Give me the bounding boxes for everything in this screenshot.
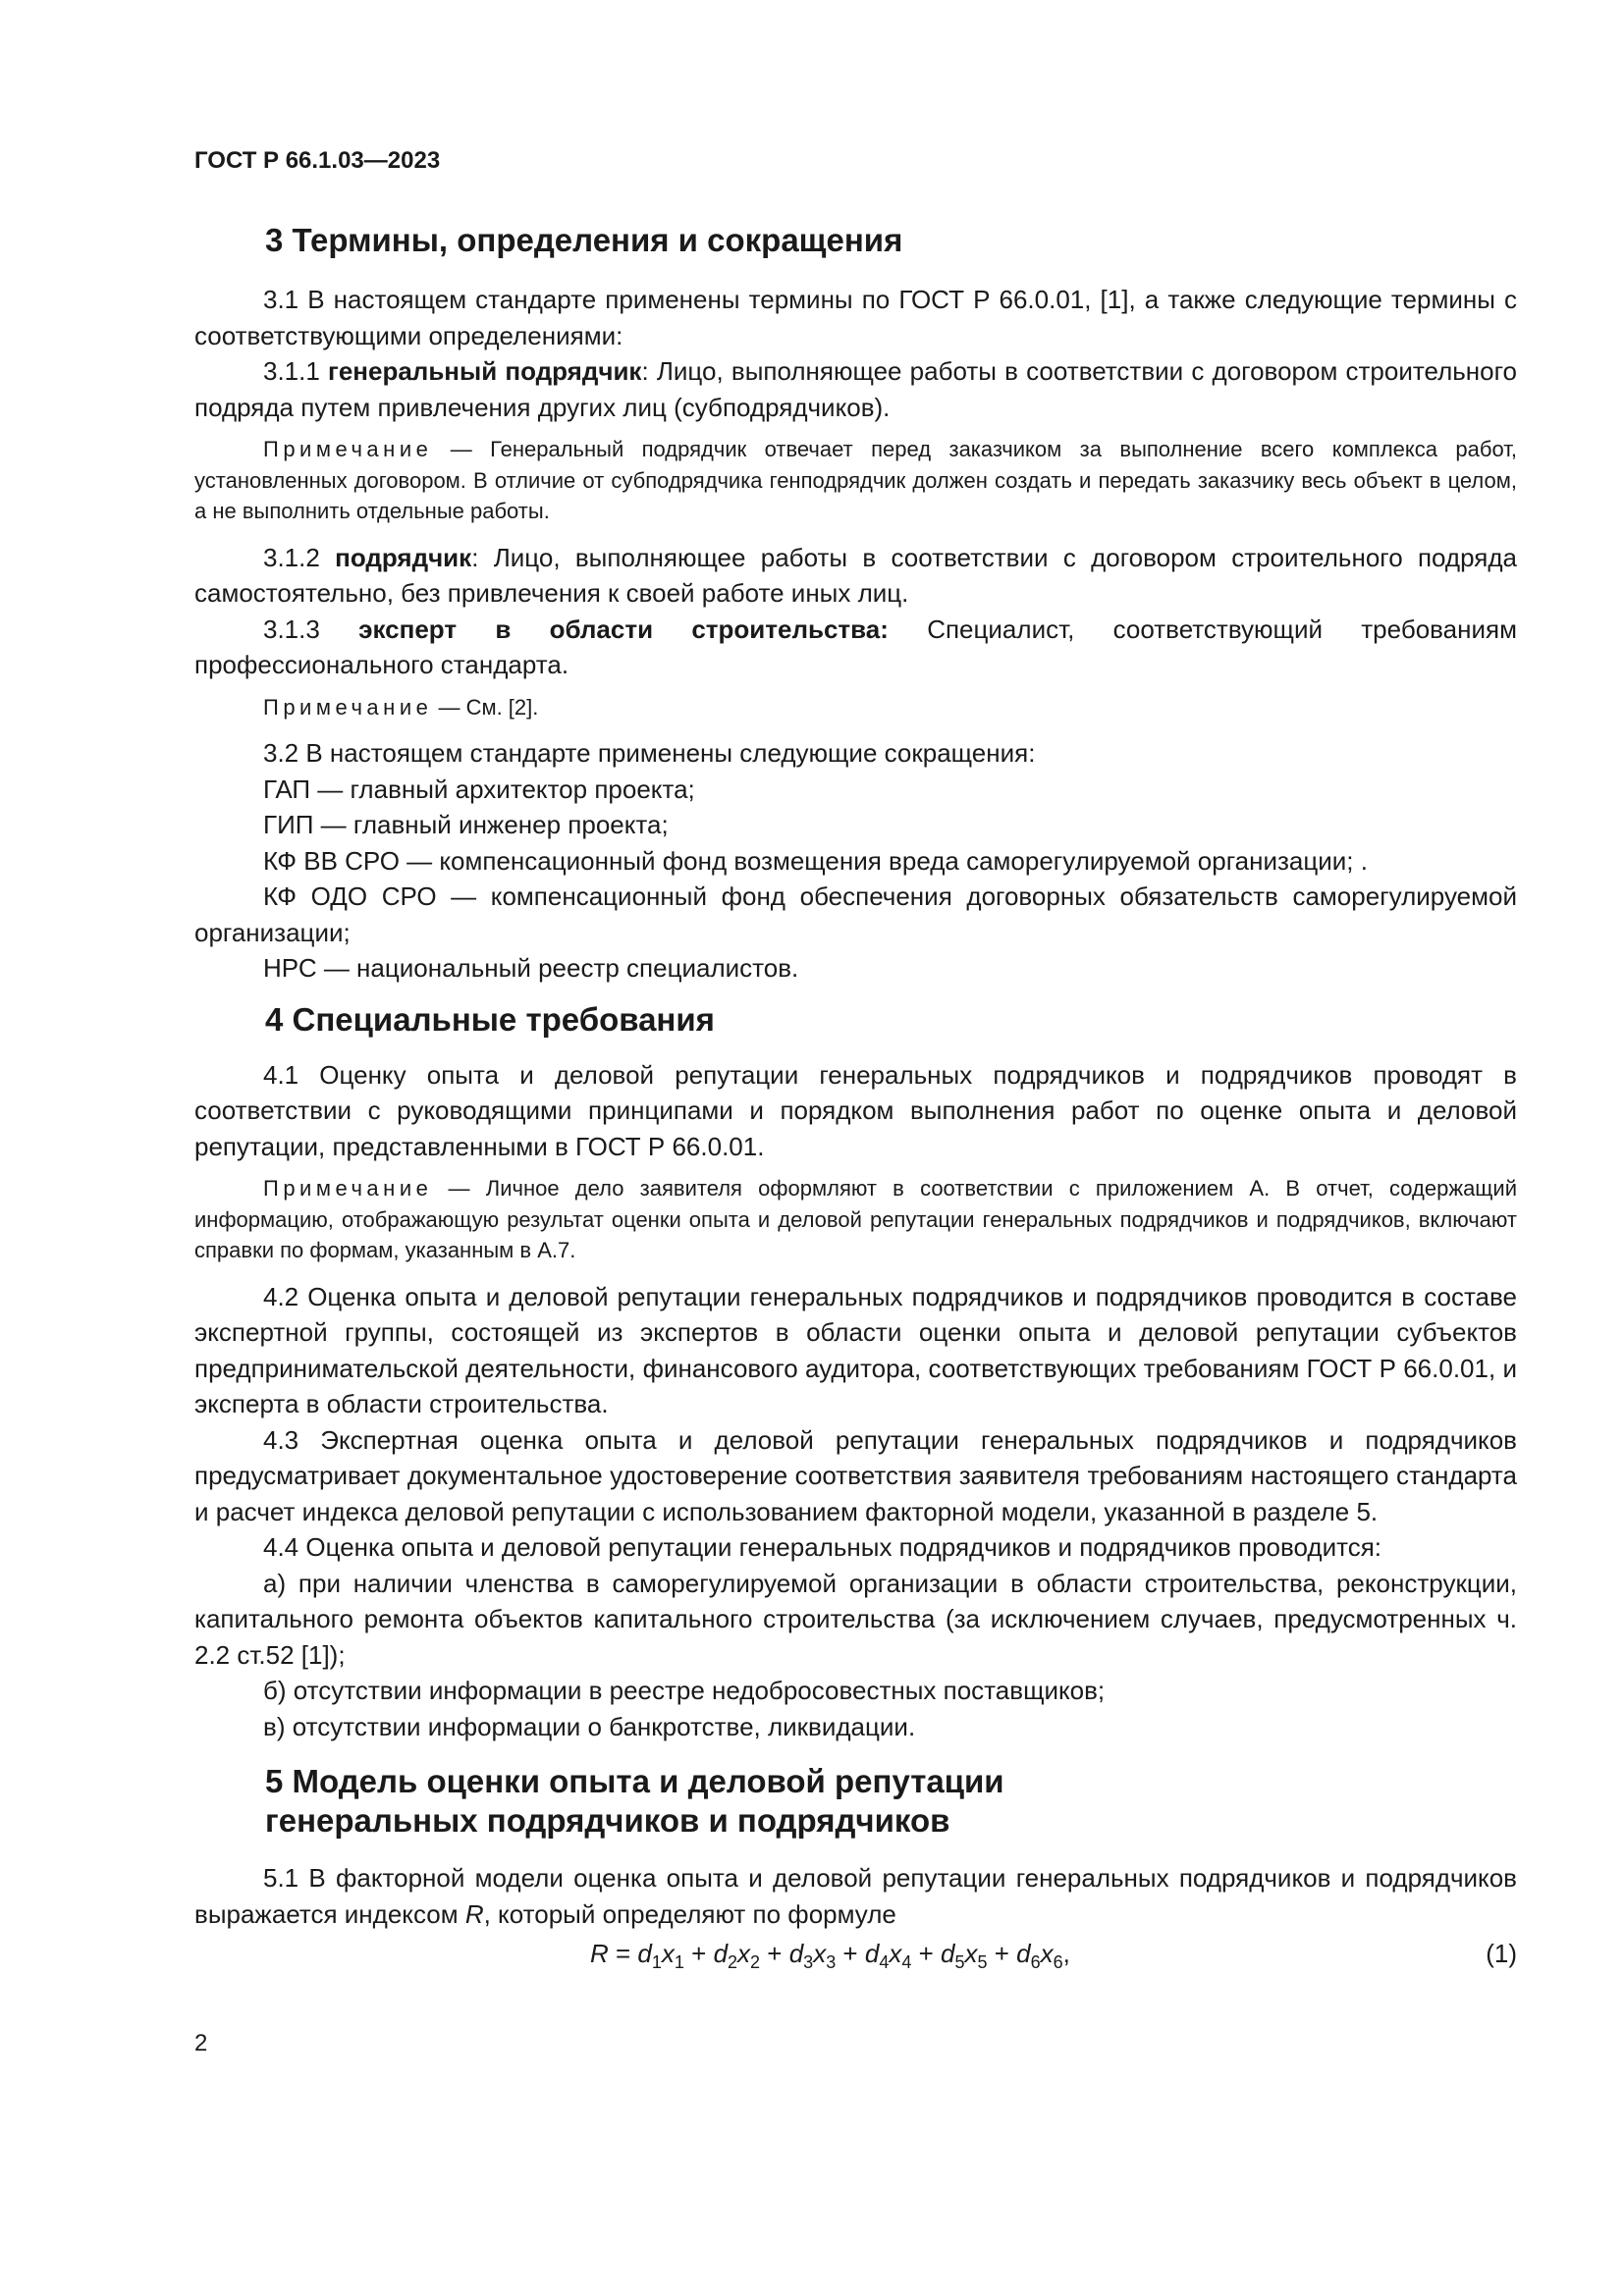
abbreviation-item: ГАП — главный архитектор проекта; xyxy=(263,774,695,804)
note-text: — См. [2]. xyxy=(432,694,539,720)
paragraph-3-2: 3.2 В настоящем стандарте применены следующие сокращения: xyxy=(263,738,1036,768)
section-3-heading: 3 Термины, определения и сокращения xyxy=(265,222,903,258)
paragraph-3-1: 3.1 В настоящем стандарте применены термины по ГОСТ Р 66.0.01, [1], а также следующие термины с соответствующими определениями: xyxy=(194,285,1517,350)
term-definition: : Лицо, выполняющее работы в соответствии с договором строительного подряда самостоятельно, без привлечения к своей работе иных лиц. xyxy=(194,542,1517,608)
section-5-heading-line2: генеральных подрядчиков и подрядчиков xyxy=(265,1802,950,1839)
paragraph-text: 5.1 В факторной модели оценка опыта и деловой репутации генеральных подрядчиков и подрядчиков выражается индексом xyxy=(194,1863,1517,1929)
section-5-heading xyxy=(194,1762,1517,1841)
paragraph-4-4: 4.4 Оценка опыта и деловой репутации генеральных подрядчиков и подрядчиков проводится: xyxy=(263,1532,1382,1562)
term-name: подрядчик xyxy=(335,542,472,572)
term-3-1-2 xyxy=(194,540,1517,612)
term-name: эксперт в области строительства: xyxy=(358,614,889,644)
formula-expression: $R = d_1x_1 + d_2x_2 + d_3x_3 + d_4x_4 + d_5x_5 + d_6x_6$, xyxy=(590,1939,1070,1972)
term-name: генеральный подрядчик xyxy=(328,356,642,386)
term-number: 3.1.2 xyxy=(263,542,336,572)
abbreviation-item: ГИП — главный инженер проекта; xyxy=(263,810,669,839)
page-content xyxy=(194,221,1517,1973)
note-2 xyxy=(194,692,1517,723)
abbreviation-item: НРС — национальный реестр специалистов. xyxy=(263,953,799,983)
paragraph-5-1 xyxy=(194,1860,1517,1932)
term-number: 3.1.1 xyxy=(263,356,329,386)
term-3-1-1 xyxy=(194,353,1517,425)
note-label: Примечание xyxy=(263,694,433,720)
list-item-c: в) отсутствии информации о банкротстве, ликвидации. xyxy=(263,1711,916,1741)
formula-number: (1) xyxy=(1486,1939,1517,1968)
document-header: ГОСТ Р 66.1.03—2023 xyxy=(194,147,441,174)
paragraph-text: , который определяют по формуле xyxy=(483,1898,896,1929)
section-5-heading-line1: 5 Модель оценки опыта и деловой репутации xyxy=(265,1763,1004,1799)
note-label: Примечание xyxy=(263,437,433,461)
list-item-a: а) при наличии членства в саморегулируемой организации в области строительства, реконструкции, капитального ремонта объектов капитального строительства (за исключением случаев, предусмотренных ч. 2.2 ст.52 [1]); xyxy=(194,1568,1517,1670)
page-number: 2 xyxy=(194,2030,208,2056)
paragraph-4-1: 4.1 Оценку опыта и деловой репутации генеральных подрядчиков и подрядчиков проводят в соответствии с руководящими принципами и порядком выполнения работ по оценке опыта и деловой репутации, представленными в ГОСТ Р 66.0.01. xyxy=(194,1059,1517,1161)
note-text: — Личное дело заявителя оформляют в соответствии с приложением А. В отчет, содержащий информацию, отображающую результат оценки опыта и деловой репутации генеральных подрядчиков и подрядчиков, включают справки по формам, указанным в А.7. xyxy=(194,1176,1517,1262)
term-definition: Специалист, соответствующий требованиям профессионального стандарта. xyxy=(194,614,1517,679)
formula-1 xyxy=(194,1934,1517,1973)
term-3-1-3 xyxy=(194,612,1517,683)
note-1 xyxy=(194,434,1517,527)
abbreviation-item: КФ ВВ СРО — компенсационный фонд возмещения вреда саморегулируемой организации; . xyxy=(263,845,1368,876)
term-number: 3.1.3 xyxy=(263,614,359,644)
term-definition: : Лицо, выполняющее работы в соответствии с договором строительного подряда путем привлечения других лиц (субподрядчиков). xyxy=(194,356,1517,422)
note-3 xyxy=(194,1173,1517,1266)
note-label: Примечание xyxy=(263,1176,433,1201)
list-item-b: б) отсутствии информации в реестре недобросовестных поставщиков; xyxy=(263,1676,1106,1705)
abbreviation-item: КФ ОДО СРО — компенсационный фонд обеспечения договорных обязательств саморегулируемой организации; xyxy=(194,881,1517,947)
paragraph-4-2: 4.2 Оценка опыта и деловой репутации генеральных подрядчиков и подрядчиков проводится в составе экспертной группы, состоящей из экспертов в области оценки опыта и деловой репутации субъектов предпринимательской деятельности, финансового аудитора, соответствующих требованиям ГОСТ Р 66.0.01, и эксперта в области строительства. xyxy=(194,1281,1517,1418)
paragraph-4-3: 4.3 Экспертная оценка опыта и деловой репутации генеральных подрядчиков и подрядчиков предусматривает документальное удостоверение соответствия заявителя требованиям настоящего стандарта и расчет индекса деловой репутации с использованием факторной модели, указанной в разделе 5. xyxy=(194,1424,1517,1526)
index-variable: R xyxy=(464,1898,484,1929)
section-4-heading: 4 Специальные требования xyxy=(265,1000,715,1038)
note-text: — Генеральный подрядчик отвечает перед заказчиком за выполнение всего комплекса работ, установленных договором. В отличие от субподрядчика генподрядчик должен создать и передать заказчику весь объект в целом, а не выполнить отдельные работы. xyxy=(194,437,1517,523)
